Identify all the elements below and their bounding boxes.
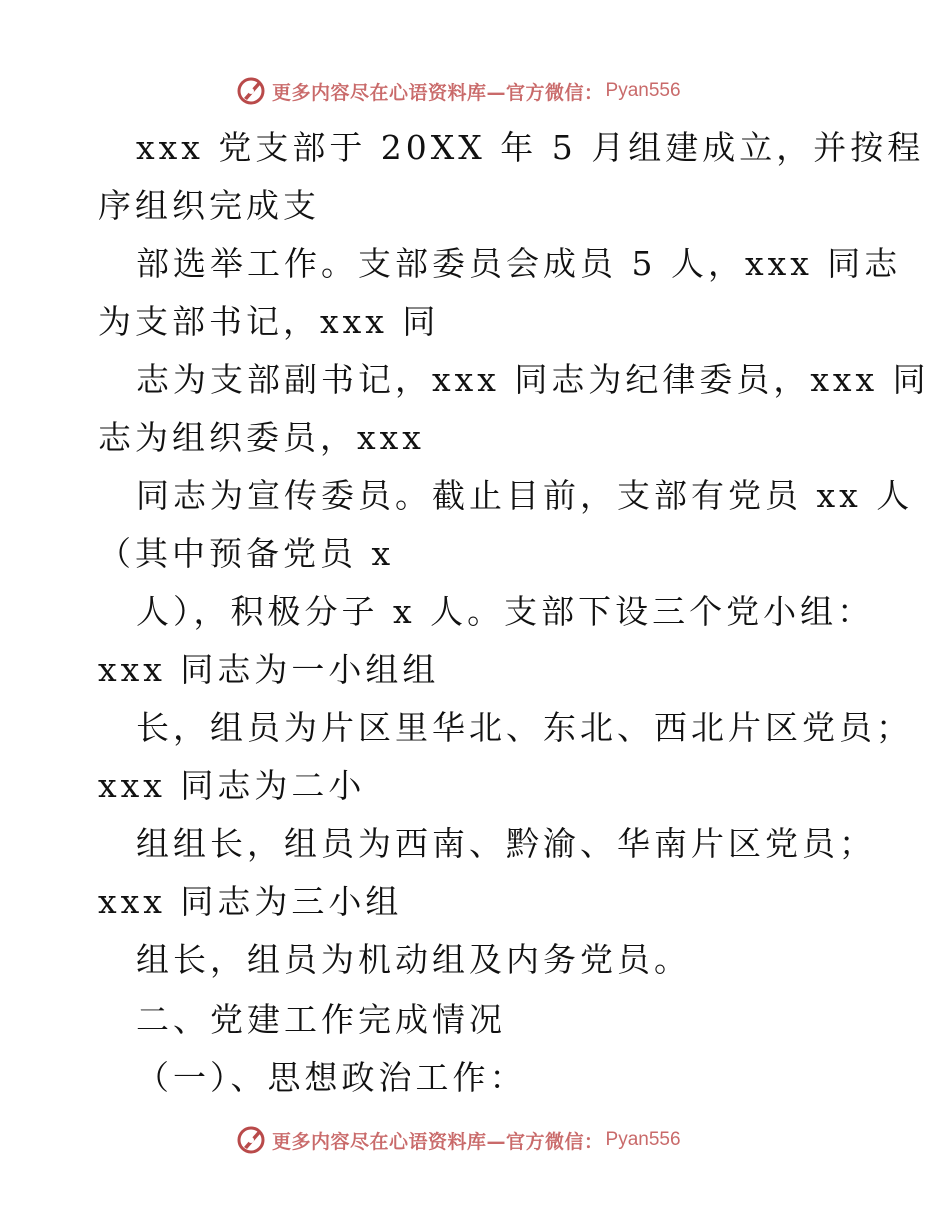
text-line: 序组织完成支: [98, 186, 320, 225]
watermark-text: 更多内容尽在心语资料库—官方微信：: [272, 81, 604, 104]
watermark-wechat-id: Pyan556: [605, 1129, 681, 1150]
text-line: xxx 同志为一小组组: [98, 650, 440, 689]
text-line: xxx 同志为二小: [98, 766, 366, 805]
text-line: 组组长，组员为西南、黔渝、华南片区党员；: [136, 824, 876, 863]
section-heading: 二、党建工作完成情况: [136, 1000, 506, 1039]
watermark-text: 更多内容尽在心语资料库—官方微信：: [272, 1130, 604, 1153]
text-line: xxx 党支部于 20XX 年 5 月组建成立，并按程: [136, 128, 925, 167]
footer-watermark: [236, 1123, 681, 1157]
quill-logo-icon: [236, 76, 266, 106]
text-line: 长，组员为片区里华北、东北、西北片区党员；: [136, 708, 913, 747]
text-line: 为支部书记，xxx 同: [98, 302, 440, 341]
header-watermark: [236, 74, 681, 108]
text-line: 志为组织委员，xxx: [98, 418, 425, 457]
subsection-heading: （一）、思想政治工作：: [136, 1058, 527, 1097]
text-line: 组长，组员为机动组及内务党员。: [136, 940, 691, 979]
watermark-wechat-id: Pyan556: [605, 80, 681, 101]
text-line: xxx 同志为三小组: [98, 882, 403, 921]
text-line: （其中预备党员 x: [98, 534, 395, 573]
text-line: 人），积极分子 x 人。支部下设三个党小组：: [136, 592, 875, 631]
quill-logo-icon: [236, 1125, 266, 1155]
text-line: 同志为宣传委员。截止目前，支部有党员 xx 人: [136, 476, 914, 515]
text-line: 部选举工作。支部委员会成员 5 人，xxx 同志: [136, 244, 902, 283]
text-line: 志为支部副书记，xxx 同志为纪律委员，xxx 同: [136, 360, 930, 399]
